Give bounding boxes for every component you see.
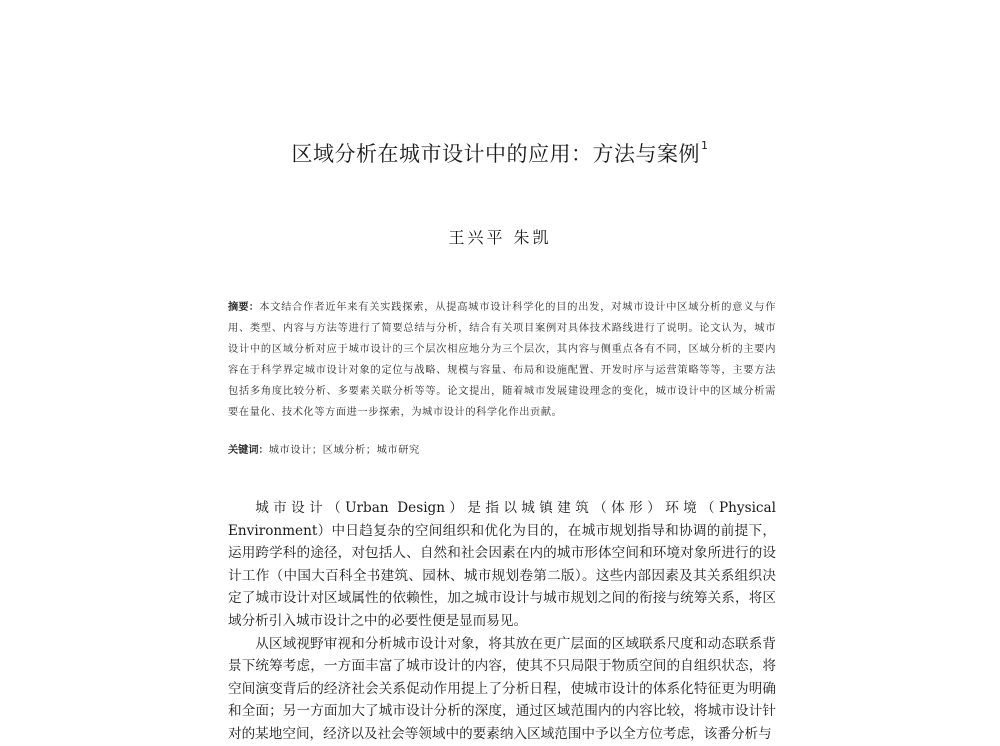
abstract-label: 摘要： (228, 302, 260, 313)
body-paragraph-1: 城市设计（Urban Design）是指以城镇建筑（体形）环境（Physical Environment）中日趋复杂的空间组织和优化为目的，在城市规划指导和协调的前提下，运用跨学科的途径，对包括人、自然和社会因素在内的城市形体空间和环境对象所进行的设计工作（中国大百科全书建筑、园林、城市规划卷第二版）。这些内部因素及其关系组织决定了城市设计对区域属性的依赖性，加之城市设计与城市规划之间的衔接与统筹关系，将区域分析引入城市设计之中的必要性便是显而易见。 (228, 500, 776, 629)
abstract-text: 本文结合作者近年来有关实践探索，从提高城市设计科学化的目的出发，对城市设计中区域分析的意义与作用、类型、内容与方法等进行了简要总结与分析，结合有关项目案例对具体技术路线进行了说明。论文认为，城市设计中的区域分析对应于城市设计的三个层次相应地分为三个层次，其内容与侧重点各有不同，区域分析的主要内容在于科学界定城市设计对象的定位与战略、规模与容量、布局和设施配置、开发时序与运营策略等等，主要方法包括多角度比较分析、多要素关联分析等等。论文提出，随着城市发展建设理念的变化，城市设计中的区域分析需要在量化、技术化等方面进一步探索，为城市设计的科学化作出贡献。 (228, 302, 776, 418)
title-footnote-marker: 1 (701, 139, 709, 152)
paper-authors: 王兴平 朱凯 (448, 228, 552, 247)
abstract (228, 297, 776, 423)
body-text (228, 497, 776, 746)
paper-title (0, 138, 1000, 168)
keywords-text: 城市设计；区域分析；城市研究 (268, 445, 420, 456)
keywords-label: 关键词： (228, 445, 269, 456)
body-paragraph-2: 从区域视野审视和分析城市设计对象，将其放在更广层面的区域联系尺度和动态联系背景下统筹考虑，一方面丰富了城市设计的内容，使其不只局限于物质空间的自组织状态，将空间演变背后的经济社会关系促动作用提上了分析日程，使城市设计的体系化特征更为明确和全面；另一方面加大了城市设计分析的深度，通过区域范围内的内容比较，将城市设计针对的某地空间，经济以及社会等领域中的要素纳入区域范围中予以全方位考虑，该番分析与 (228, 635, 776, 742)
title-text: 区域分析在城市设计中的应用：方法与案例 (291, 142, 700, 166)
keywords (228, 440, 776, 461)
